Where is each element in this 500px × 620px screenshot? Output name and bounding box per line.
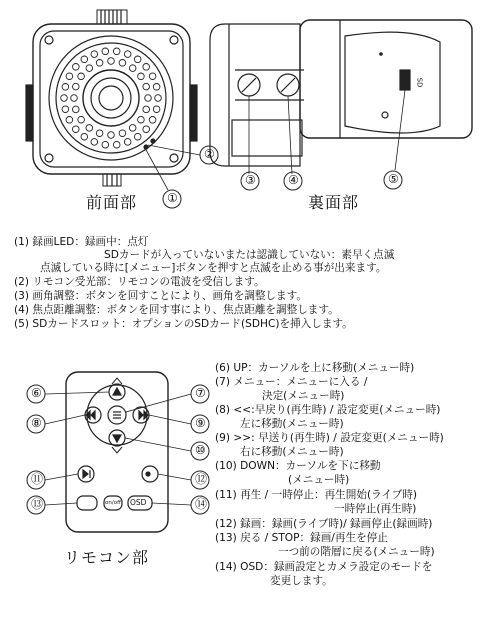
- desc-line-3: 点滅している時に[メニュー]ボタンを押すと点滅を止める事が出来ます。: [40, 262, 387, 274]
- desc-line-2: SDカードが入っていないまたは認識していない：素早く点滅: [104, 249, 395, 261]
- ir-led: [108, 58, 115, 65]
- ir-led: [96, 130, 103, 137]
- ir-led: [113, 141, 120, 148]
- ir-led: [149, 117, 156, 124]
- callout-11-label: ⑪: [31, 472, 44, 486]
- remote-desc-7: 右に移動(メニュー時): [240, 446, 344, 458]
- remote-desc-12: (12) 録画：録画(ライブ時)/ 録画停止(録画時): [215, 518, 433, 530]
- rear-view-caption: 裏面部: [308, 193, 360, 212]
- callout-8-label: ⑧: [31, 416, 42, 430]
- ir-led: [66, 73, 73, 80]
- ir-led: [155, 95, 162, 102]
- ir-led: [81, 133, 88, 140]
- front-view-caption: 前面部: [86, 193, 138, 212]
- ir-led: [71, 95, 78, 102]
- callout-5-label: ⑤: [388, 172, 399, 186]
- remote-caption: リモコン部: [64, 548, 150, 567]
- ir-led: [62, 84, 69, 91]
- callout-7-label: ⑦: [195, 386, 206, 400]
- remote-desc-10: (11) 再生 / 一時停止：再生開始(ライブ時): [215, 489, 417, 501]
- ir-led: [86, 125, 93, 132]
- ir-led: [96, 60, 103, 67]
- desc-line-1: (1) 録画LED：録画中：点灯: [14, 236, 149, 248]
- desc-line-5: (3) 画角調整：ボタンを回すことにより、画角を調整します。: [14, 290, 307, 302]
- ir-led: [108, 132, 115, 139]
- remote-desc-16: 変更します。: [270, 575, 333, 587]
- ir-led: [134, 56, 141, 63]
- onoff-button-label: on/off: [105, 500, 121, 506]
- ir-led: [73, 64, 80, 71]
- ir-led: [119, 130, 126, 137]
- remote-desc-6: (9) >>: 早送り(再生時) / 設定変更(メニュー時): [215, 432, 444, 444]
- ir-led: [153, 84, 160, 91]
- remote-desc-9: (メニュー時): [288, 474, 350, 486]
- sd-slot-label: SD: [415, 77, 424, 88]
- desc-line-4: (2) リモコン受光部：リモコンの電波を受信します。: [14, 276, 265, 288]
- ir-led: [62, 106, 69, 113]
- ir-led: [78, 73, 85, 80]
- ir-led: [153, 106, 160, 113]
- callout-3-label: ③: [245, 173, 256, 187]
- led-ring: [61, 48, 162, 148]
- ir-led: [143, 106, 150, 113]
- callout-14-label: ⑭: [195, 497, 208, 511]
- ir-led: [102, 48, 109, 55]
- ir-led: [149, 73, 156, 80]
- callout-13-label: ⑬: [31, 497, 44, 511]
- desc-line-7: (5) SDカードスロット：オプションのSDカード(SDHC)を挿入します。: [14, 318, 353, 330]
- remote-desc-3: 決定(メニュー時): [262, 390, 345, 402]
- remote-desc-1: (6) UP：カーソルを上に移動(メニュー時): [215, 362, 415, 374]
- remote-desc-2: (7) メニュー：メニューに入る /: [215, 376, 368, 388]
- remote-desc-11: 一時停止(再生時): [334, 503, 417, 515]
- remote-control: [27, 372, 209, 532]
- ir-led: [143, 83, 150, 90]
- ir-led: [138, 73, 145, 80]
- osd-button-label: OSD: [130, 498, 147, 507]
- ir-led: [91, 51, 98, 58]
- callout-6-label: ⑥: [31, 386, 42, 400]
- ir-led: [78, 116, 85, 123]
- remote-desc-5: 左に移動(メニュー時): [240, 418, 344, 430]
- remote-desc-8: (10) DOWN：カーソルを下に移動: [215, 460, 381, 472]
- ir-led: [129, 125, 136, 132]
- ir-led: [81, 56, 88, 63]
- remote-desc-13: (13) 戻る / STOP：録画/再生を停止: [215, 532, 388, 544]
- callout-10-label: ⑩: [195, 443, 206, 457]
- rear-view-camera: [210, 20, 472, 190]
- ir-led: [102, 141, 109, 148]
- ir-led: [145, 95, 152, 102]
- front-view-camera: [26, 10, 218, 208]
- ir-led: [134, 133, 141, 140]
- callout-12-label: ⑫: [195, 472, 208, 486]
- callout-4-label: ④: [288, 173, 299, 187]
- callout-9-label: ⑨: [195, 416, 206, 430]
- ir-led: [129, 65, 136, 72]
- ir-led: [73, 126, 80, 133]
- ir-led: [86, 65, 93, 72]
- ir-led: [138, 116, 145, 123]
- ir-led: [113, 48, 120, 55]
- ir-led: [73, 106, 80, 113]
- remote-desc-4: (8) <<:早戻り(再生時) / 設定変更(メニュー時): [215, 404, 441, 416]
- ir-led: [73, 83, 80, 90]
- ir-led: [91, 139, 98, 146]
- ir-led: [66, 117, 73, 124]
- ir-led: [143, 126, 150, 133]
- ir-led: [124, 51, 131, 58]
- ir-led: [61, 95, 68, 102]
- remote-desc-14: 一つ前の階層に戻る(メニュー時): [278, 546, 435, 558]
- remote-desc-15: (14) OSD：録画設定とカメラ設定のモードを: [215, 561, 433, 573]
- ir-led: [119, 60, 126, 67]
- callout-2-label: ②: [204, 147, 215, 161]
- ir-led: [124, 139, 131, 146]
- ir-led: [143, 64, 150, 71]
- desc-line-6: (4) 焦点距離調整：ボタンを回す事により、焦点距離を調整します。: [14, 304, 339, 316]
- callout-1-label: ①: [167, 191, 178, 205]
